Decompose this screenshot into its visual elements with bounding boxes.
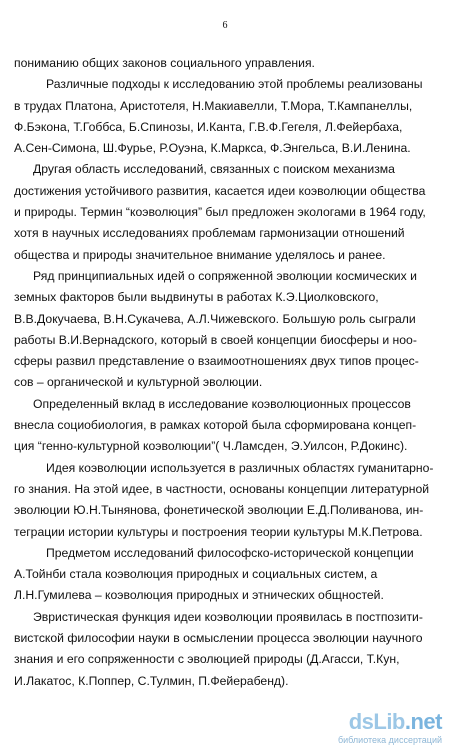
text-line: А.Сен-Симона, Ш.Фурье, Р.Оуэна, К.Маркса, Ф.Энгельса, В.И.Ленина. [14,141,411,156]
text-line: вистской философии науки в осмыслении процесса эволюции научного [14,631,423,646]
watermark [302,710,442,750]
text-line: Определенный вклад в исследование коэволюционных процессов [33,396,411,411]
text-line: и природы. Термин “коэволюция” был предложен экологами в 1964 году, [14,205,426,220]
text-line: Л.Н.Гумилева – коэволюция природных и этнических общностей. [14,588,384,603]
text-line: Различные подходы к исследованию этой проблемы реализованы [46,77,423,92]
text-line: пониманию общих законов социального управления. [14,56,315,70]
text-line: внесла социобиология, в рамках которой была сформирована концеп- [14,418,417,433]
text-line: работы В.И.Вернадского, который в своей концепции биосферы и ноо- [14,332,417,347]
watermark-logo-suffix: .net [404,709,442,734]
text-line: Ф.Бэкона, Т.Гоббса, Б.Спинозы, И.Канта, Г.В.Ф.Гегеля, Л.Фейербаха, [14,119,403,134]
text-line: знания и его сопряженности с эволюцией природы (Д.Агасси, Т.Кун, [14,652,400,667]
text-line: В.В.Докучаева, В.Н.Сукачева, А.Л.Чижевского. Большую роль сыграли [14,311,416,326]
text-line: Эвристическая функция идеи коэволюции проявилась в постпозити- [33,609,423,624]
text-line: Ряд принципиальных идей о сопряженной эволюции космических и [33,268,417,283]
text-line: го знания. На этой идее, в частности, основаны концепции литературной [14,481,430,496]
page-number: 6 [222,20,228,31]
text-line: И.Лакатос, К.Поппер, С.Тулмин, П.Фейерабенд). [14,673,289,688]
text-line: Идея коэволюции используется в различных областях гуманитарно- [46,460,434,475]
watermark-subtitle: библиотека диссертаций [337,735,442,745]
text-line: А.Тойнби стала коэволюция природных и социальных систем, а [14,567,378,582]
text-line: Другая область исследований, связанных с поиском механизма [33,162,395,177]
text-line: сферы развил представление о взаимоотношениях двух типов процес- [14,354,419,369]
text-line: теграции истории культуры и построения теории культуры М.К.Петрова. [14,524,423,539]
text-line: эволюции Ю.Н.Тынянова, фонетической эволюции Е.Д.Поливанова, ин- [14,503,424,518]
text-line: в трудах Платона, Аристотеля, Н.Макиавелли, Т.Мора, Т.Кампанеллы, [14,98,413,113]
text-line: Предметом исследований философско-исторической концепции [46,545,414,560]
watermark-logo [349,710,442,734]
text-line: хотя в научных исследованиях проблемам гармонизации отношений [14,226,405,241]
watermark-logo-main: dsLib [348,709,405,734]
text-line: сов – органической и культурной эволюции. [14,375,263,390]
text-line: достижения устойчивого развития, касается идеи коэволюции общества [14,183,426,198]
text-line: ция “генно-культурной коэволюции”( Ч.Ламсден, Э.Уилсон, Р.Докинс). [14,439,408,454]
text-line: общества и природы значительное внимание уделялось и ранее. [14,247,386,262]
text-line: земных факторов были выдвинуты в работах К.Э.Циолковского, [14,290,379,305]
body-text [14,53,438,692]
